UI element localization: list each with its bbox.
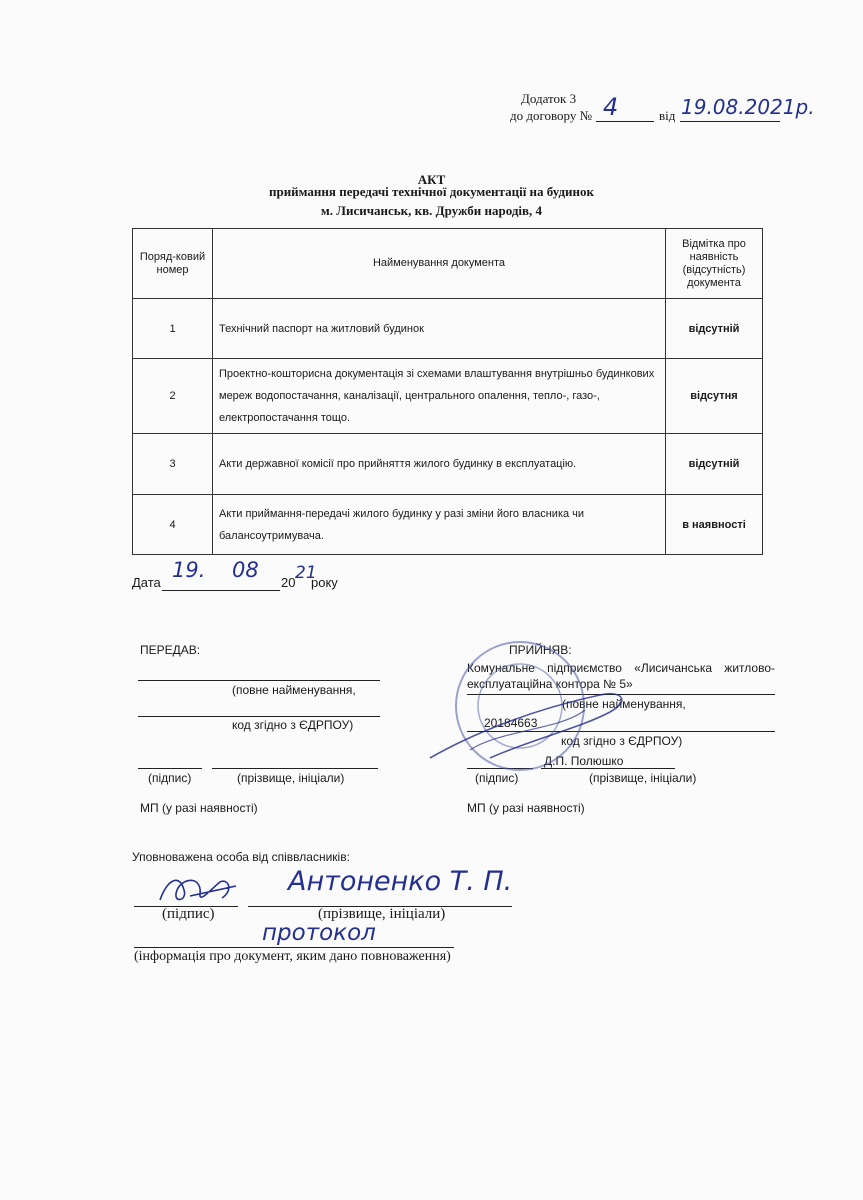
table-row xyxy=(133,359,763,434)
organization-stamp xyxy=(410,640,640,790)
left-name-sign-caption: (прізвище, ініціали) xyxy=(237,771,345,785)
row-status: в наявності xyxy=(666,495,763,555)
table-row xyxy=(133,299,763,359)
left-code-caption: код згідно з ЄДРПОУ) xyxy=(232,718,354,732)
right-party-heading: ПРИЙНЯВ: xyxy=(509,643,572,657)
documents-table xyxy=(132,228,763,555)
appendix-title: Додаток 3 xyxy=(521,91,577,106)
right-name-sign-caption: (прізвище, ініціали) xyxy=(589,771,697,785)
contract-number-line xyxy=(596,121,654,122)
contract-number-handwritten: 4 xyxy=(603,93,619,121)
authorized-doc-line xyxy=(134,947,454,948)
left-party-heading: ПЕРЕДАВ: xyxy=(140,643,201,657)
table-header-row xyxy=(133,229,763,299)
act-address: м. Лисичанськ, кв. Дружби народів, 4 xyxy=(320,203,543,218)
appendix-contract-prefix: до договору № xyxy=(510,108,593,123)
row-status: відсутній xyxy=(666,299,763,359)
authorized-sign-caption: (підпис) xyxy=(162,906,215,922)
right-signer-name: Д.П. Полюшко xyxy=(544,754,624,768)
row-number: 2 xyxy=(133,359,213,434)
date-label: Дата xyxy=(132,575,161,590)
column-header-name: Найменування документа xyxy=(213,229,666,299)
date-day-handwritten: 19. xyxy=(172,558,206,582)
authorized-name-caption: (прізвище, ініціали) xyxy=(318,906,446,922)
contract-date-line xyxy=(680,121,780,122)
contract-date-handwritten: 19.08.2021р. xyxy=(681,95,815,119)
left-sign-line xyxy=(138,768,202,769)
authorized-heading: Уповноважена особа від співвласників: xyxy=(132,850,350,864)
row-document-name: Акти державної комісії про прийняття жилого будинку в експлуатацію. xyxy=(213,434,666,495)
column-header-status: Відмітка про наявність (відсутність) документа xyxy=(666,229,763,299)
date-month-handwritten: 08 xyxy=(232,558,259,582)
column-header-number: Поряд-ковий номер xyxy=(133,229,213,299)
row-number: 3 xyxy=(133,434,213,495)
authorized-signature xyxy=(150,868,245,910)
row-document-name: Акти приймання-передачі жилого будинку у разі зміни його власника чи балансоутримувача. xyxy=(213,495,666,555)
right-sign-caption: (підпис) xyxy=(475,771,519,785)
right-code-caption: код згідно з ЄДРПОУ) xyxy=(561,734,683,748)
act-subtitle: приймання передачі технічної документації на будинок xyxy=(268,184,595,199)
act-title: АКТ xyxy=(417,172,446,187)
row-document-name: Технічний паспорт на житловий будинок xyxy=(213,299,666,359)
left-sign-caption: (підпис) xyxy=(148,771,192,785)
right-code-value: 20184663 xyxy=(484,716,538,730)
authorized-doc-handwritten: протокол xyxy=(262,920,376,946)
left-name-caption: (повне найменування, xyxy=(232,683,356,697)
appendix-from-label: від xyxy=(659,108,676,123)
row-status: відсутній xyxy=(666,434,763,495)
table-row xyxy=(133,495,763,555)
date-year-handwritten: 21 xyxy=(295,563,317,583)
right-seal-note: МП (у разі наявності) xyxy=(467,801,585,815)
right-name-caption: (повне найменування, xyxy=(562,697,686,711)
row-status: відсутня xyxy=(666,359,763,434)
date-suffix: року xyxy=(311,575,338,590)
authorized-name-handwritten: Антоненко Т. П. xyxy=(288,866,513,897)
left-name-sign-line xyxy=(212,768,378,769)
authorized-doc-caption: (інформація про документ, яким дано повноваження) xyxy=(134,949,451,964)
date-underline xyxy=(162,590,280,591)
row-number: 4 xyxy=(133,495,213,555)
row-number: 1 xyxy=(133,299,213,359)
left-code-line xyxy=(138,716,380,717)
row-document-name: Проектно-кошторисна документація зі схемами влаштування внутрішньо будинкових мереж водопостачання, каналізації, центрального опалення, тепло-, газо-, електропостачання тощо. xyxy=(213,359,666,434)
right-org-name-line1: Комунальне підприємство «Лисичанська житлово- xyxy=(467,661,775,675)
left-seal-note: МП (у разі наявності) xyxy=(140,801,258,815)
date-year-prefix: 20 xyxy=(281,575,296,590)
right-org-name-line2: експлуатаційна контора № 5» xyxy=(467,677,633,691)
table-row xyxy=(133,434,763,495)
left-name-line xyxy=(138,680,380,681)
